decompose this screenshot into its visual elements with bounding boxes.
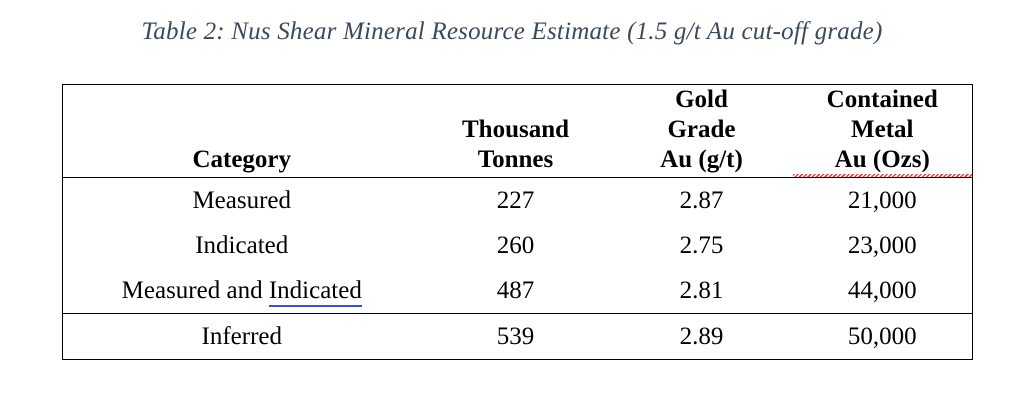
table-header-row bbox=[63, 85, 973, 178]
table-caption: Table 2: Nus Shear Mineral Resource Estimate (1.5 g/t Au cut-off grade) bbox=[141, 18, 883, 45]
cell-contained-metal: 23,000 bbox=[847, 232, 917, 259]
table-body bbox=[63, 178, 973, 360]
cell-thousand-tonnes: 487 bbox=[421, 268, 611, 314]
cell-gold-grade: 2.75 bbox=[679, 232, 724, 259]
header-gold-grade bbox=[611, 85, 793, 178]
cell-thousand-tonnes: 260 bbox=[496, 232, 535, 259]
header-gold-grade-line3: Au (g/t) bbox=[660, 146, 743, 173]
cell-contained-metal: 50,000 bbox=[847, 323, 917, 350]
header-contained-metal-line1: Contained bbox=[826, 86, 938, 113]
cell-thousand-tonnes: 539 bbox=[496, 323, 535, 350]
mineral-resource-table bbox=[62, 84, 973, 360]
header-contained-metal-line3: Au (Ozs) bbox=[793, 145, 973, 175]
header-category bbox=[63, 85, 421, 178]
header-thousand-tonnes-line2: Tonnes bbox=[477, 146, 554, 173]
cell-category: Inferred bbox=[201, 323, 282, 350]
header-contained-metal-line2: Metal bbox=[851, 116, 914, 143]
table-row bbox=[63, 178, 973, 224]
resource-table-container bbox=[62, 84, 972, 360]
cell-contained-metal: 21,000 bbox=[847, 187, 917, 214]
cell-category: Measured bbox=[192, 187, 292, 214]
header-thousand-tonnes bbox=[421, 85, 611, 178]
header-category-label: Category bbox=[192, 146, 292, 173]
cell-gold-grade: 2.81 bbox=[611, 268, 793, 314]
cell-category-prefix: Measured and bbox=[121, 277, 269, 304]
cell-category bbox=[63, 268, 421, 314]
cell-thousand-tonnes: 227 bbox=[496, 187, 535, 214]
table-row bbox=[63, 223, 973, 268]
table-head bbox=[63, 85, 973, 178]
header-gold-grade-line2: Grade bbox=[667, 116, 736, 143]
header-thousand-tonnes-line1: Thousand bbox=[461, 116, 570, 143]
header-gold-grade-line1: Gold bbox=[675, 86, 728, 113]
table-row bbox=[63, 314, 973, 360]
cell-gold-grade: 2.89 bbox=[679, 323, 724, 350]
header-contained-metal bbox=[793, 85, 973, 178]
cell-category-underlined: Indicated bbox=[269, 277, 362, 307]
cell-gold-grade: 2.87 bbox=[679, 187, 724, 214]
cell-category: Indicated bbox=[195, 232, 289, 259]
cell-contained-metal: 44,000 bbox=[793, 268, 973, 314]
table-row bbox=[63, 268, 973, 314]
